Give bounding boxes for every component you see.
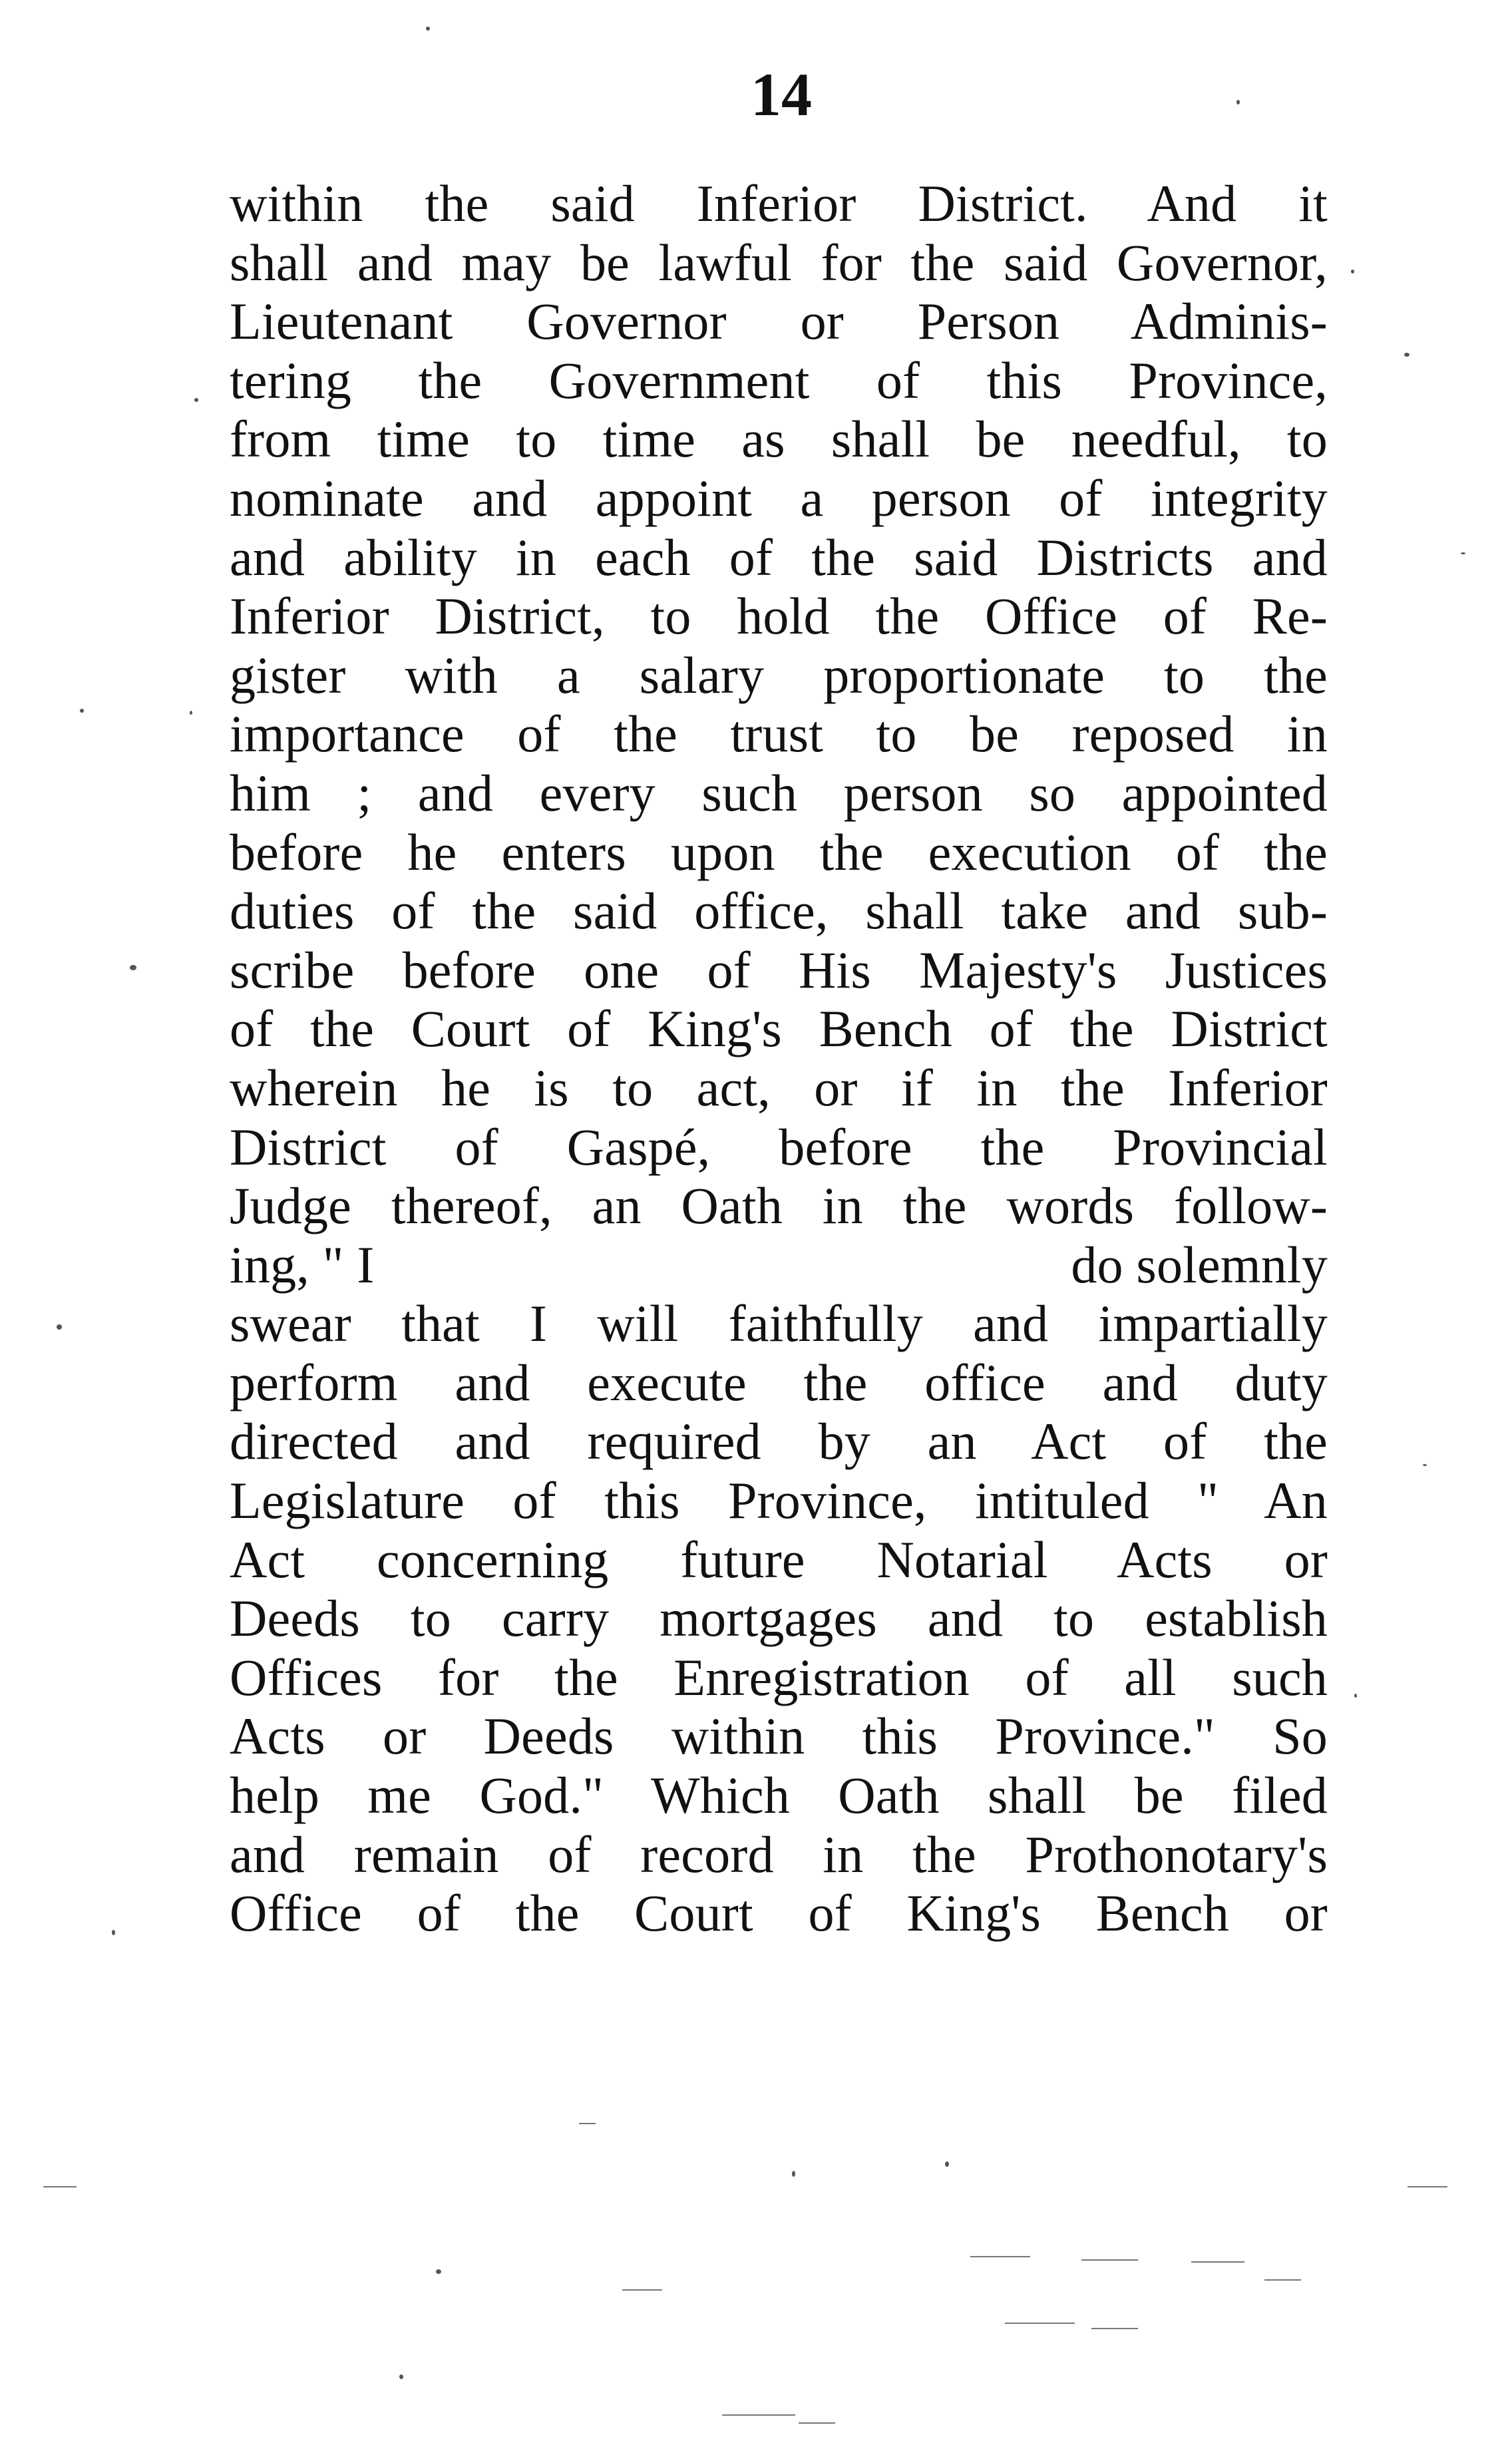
text-line-30: Office of the Court of King's Bench or bbox=[230, 1884, 1328, 1943]
scan-speck bbox=[57, 1324, 62, 1330]
scan-speck bbox=[792, 2171, 795, 2177]
text-line-17: District of Gaspé, before the Provincial bbox=[230, 1117, 1328, 1176]
body-text bbox=[230, 174, 1328, 1943]
text-line-22: directed and required by an Act of the bbox=[230, 1412, 1328, 1471]
text-line-29: and remain of record in the Prothonotary's bbox=[230, 1825, 1328, 1883]
scan-mark bbox=[1005, 2323, 1075, 2324]
scan-mark bbox=[1091, 2328, 1138, 2329]
text-line-1: within the said Inferior District. And it bbox=[230, 174, 1328, 232]
scan-speck bbox=[1423, 1464, 1427, 1466]
text-line-15: of the Court of King's Bench of the District bbox=[230, 1000, 1328, 1058]
scan-speck bbox=[1351, 270, 1354, 274]
scan-speck bbox=[1461, 552, 1465, 554]
text-line-5: from time to time as shall be needful, to bbox=[230, 410, 1328, 469]
text-line-23: Legislature of this Province, intituled " An bbox=[230, 1471, 1328, 1530]
text-line-24: Act concerning future Notarial Acts or bbox=[230, 1530, 1328, 1589]
scan-mark bbox=[722, 2414, 795, 2416]
scan-speck bbox=[130, 965, 136, 970]
scan-mark bbox=[579, 2123, 596, 2124]
scan-mark bbox=[1264, 2279, 1301, 2281]
scan-mark bbox=[43, 2186, 77, 2187]
text-line-8: Inferior District, to hold the Office of Re- bbox=[230, 587, 1328, 646]
text-line-10: importance of the trust to be reposed in bbox=[230, 705, 1328, 763]
scan-mark bbox=[1191, 2261, 1244, 2263]
scan-speck bbox=[194, 398, 198, 402]
text-line-28: help me God." Which Oath shall be filed bbox=[230, 1766, 1328, 1825]
text-line-26: Offices for the Enregistration of all such bbox=[230, 1648, 1328, 1706]
text-line-18: Judge thereof, an Oath in the words follow- bbox=[230, 1177, 1328, 1235]
text-line-6: nominate and appoint a person of integrity bbox=[230, 469, 1328, 527]
text-line-14: scribe before one of His Majesty's Justices bbox=[230, 940, 1328, 999]
text-line-7: and ability in each of the said Districts and bbox=[230, 528, 1328, 586]
text-line-11: him ; and every such person so appointed bbox=[230, 763, 1328, 822]
scan-speck bbox=[399, 2374, 403, 2379]
scan-mark bbox=[1408, 2186, 1447, 2187]
scan-speck bbox=[426, 27, 430, 31]
page-number: 14 bbox=[751, 61, 812, 128]
scan-mark bbox=[1081, 2259, 1138, 2261]
text-line-27: Acts or Deeds within this Province." So bbox=[230, 1707, 1328, 1766]
scan-speck bbox=[190, 711, 192, 715]
text-line-12: before he enters upon the execution of the bbox=[230, 823, 1328, 881]
oath-line bbox=[230, 1236, 1328, 1295]
scan-speck bbox=[1236, 100, 1240, 104]
scan-speck bbox=[436, 2269, 441, 2274]
text-line-9: gister with a salary proportionate to the bbox=[230, 646, 1328, 704]
scan-mark bbox=[970, 2256, 1030, 2257]
scan-speck bbox=[1404, 353, 1410, 357]
text-line-13: duties of the said office, shall take and sub- bbox=[230, 882, 1328, 940]
text-line-4: tering the Government of this Province, bbox=[230, 351, 1328, 409]
scan-mark bbox=[799, 2422, 835, 2424]
text-line-25: Deeds to carry mortgages and to establish bbox=[230, 1589, 1328, 1648]
oath-line-right: do solemnly bbox=[1071, 1235, 1328, 1294]
scan-speck bbox=[1354, 1694, 1357, 1698]
scan-speck bbox=[945, 2161, 949, 2167]
text-line-21: perform and execute the office and duty bbox=[230, 1353, 1328, 1411]
scan-mark bbox=[622, 2289, 662, 2291]
text-line-20: swear that I will faithfully and impartially bbox=[230, 1294, 1328, 1353]
scan-speck bbox=[112, 1930, 115, 1935]
text-line-2: shall and may be lawful for the said Governor, bbox=[230, 233, 1328, 291]
text-line-3: Lieutenant Governor or Person Adminis- bbox=[230, 292, 1328, 351]
text-line-16: wherein he is to act, or if in the Inferior bbox=[230, 1058, 1328, 1117]
oath-line-left: ing, " I bbox=[230, 1235, 375, 1294]
scan-speck bbox=[80, 709, 84, 713]
